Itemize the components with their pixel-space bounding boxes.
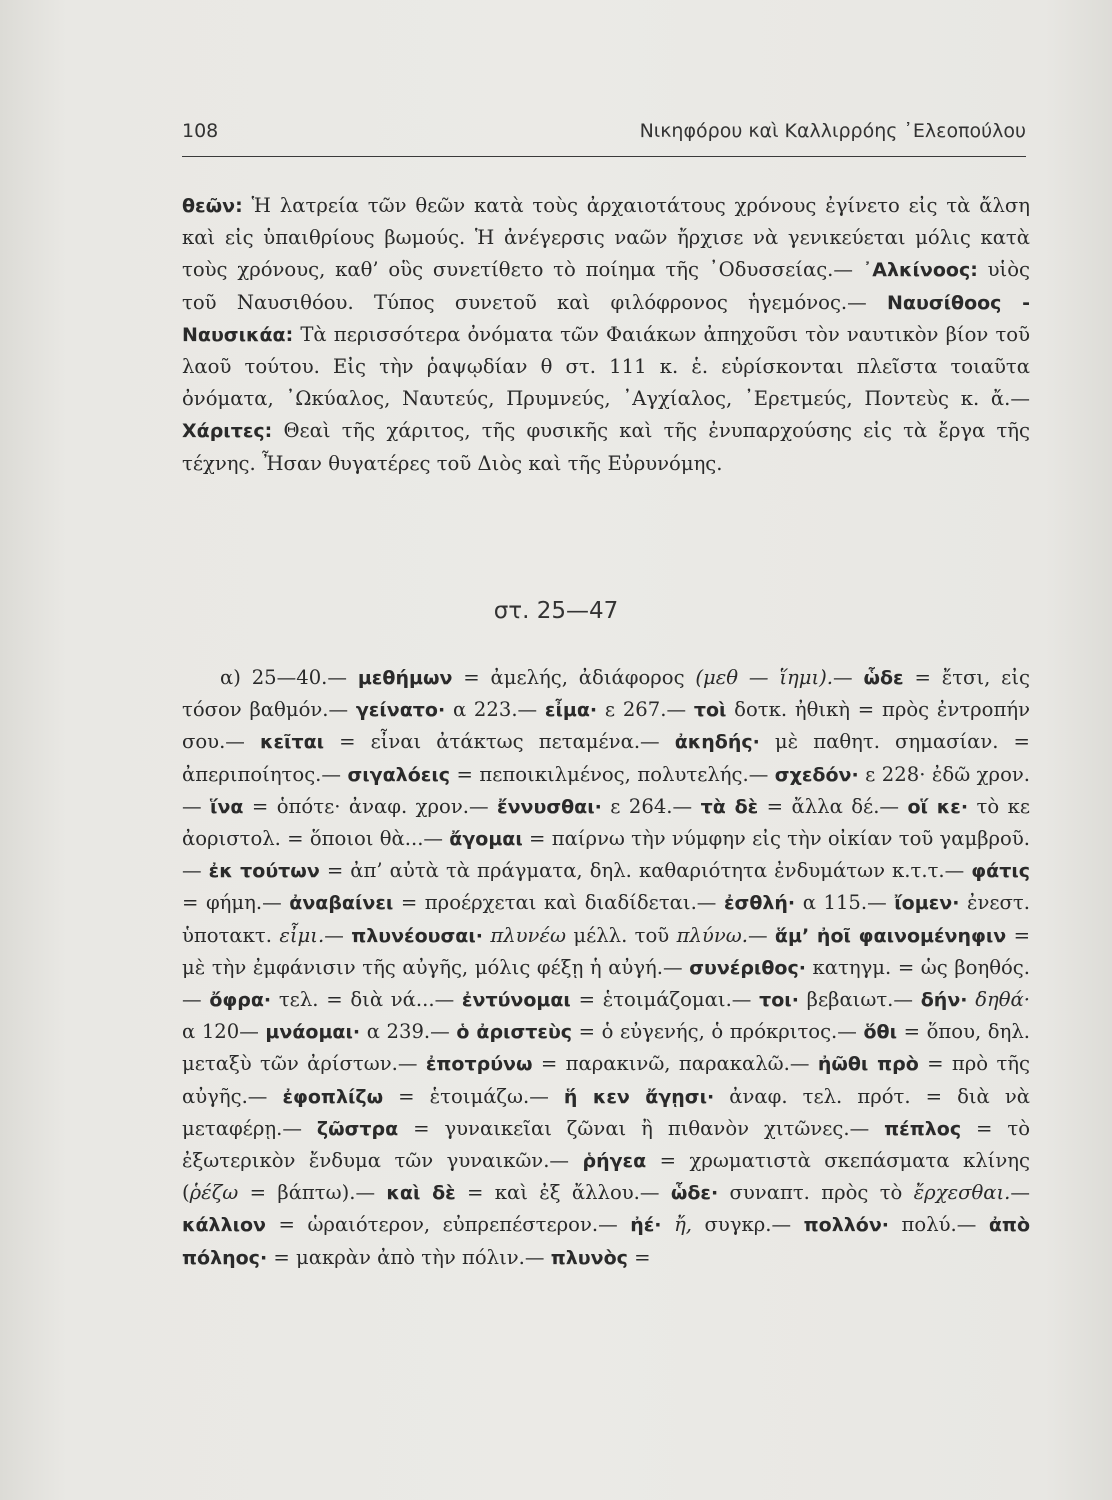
lemma: ὄφρα· [209,989,272,1012]
gloss: = ἑτοιμάζομαι.— [570,988,760,1012]
gloss: = βάπτω).— [238,1181,387,1205]
lemma: ἀναβαίνει [289,892,394,915]
lemma: ὧδε [863,667,904,689]
lemma: ἀπὸ πόληος· [182,1214,1030,1269]
lemma: κάλλιον [182,1214,266,1237]
lemma: συνέριθος· [689,956,806,979]
lemma: ῥήγεα [582,1150,647,1173]
lemma: πέπλος [884,1117,962,1140]
gloss: = ἄλλα δέ.— [758,794,908,818]
lemma: μνάομαι· [265,1021,361,1044]
gloss: α 223.— [445,698,545,722]
lemma: τοὶ [693,699,727,722]
gloss: = ἑτοιμάζω.— [383,1084,564,1108]
gloss: ἐνεστ. ὑποτακτ. [182,891,1031,947]
gloss: = ὅπου, δηλ. μεταξὺ τῶν ἀρίστων.— [182,1020,1030,1076]
lemma: σχεδόν· [774,763,859,786]
gloss: = ἔτσι, εἰς τόσον βαθμόν.— [182,666,1030,722]
lemma: πολλόν· [803,1214,889,1237]
running-header [182,120,1026,142]
gloss: α) 25—40.— [220,666,358,689]
lemma: θεῶν: [182,195,243,217]
lemma: εἶμα· [544,699,598,722]
italic-note: ἤ, [674,1213,693,1237]
gloss: — [324,923,352,947]
gloss: συναπτ. πρὸς τὸ [718,1181,914,1205]
lemma: Ναυσίθοος - Ναυσικάα: [182,291,1030,346]
gloss: κατηγμ. = ὡς βοηθός.— [182,955,1030,1012]
gloss: Τὰ περισσότερα ὀνόματα τῶν Φαιάκων ἀπηχοῦσι τὸν ναυτικὸν βίον τοῦ λαοῦ τούτου. Εἰς τὴν ῥαψῳδίαν θ στ. 111 κ. ἑ. εὑρίσκονται πλεῖστα τοιαῦτα ὀνόματα, ᾿Ωκύαλος, Ναυτεύς, Πρυμνεύς, ᾿Αγχίαλος, ᾿Ερετμεύς, Ποντεὺς κ. ἄ.— [182,322,1030,411]
gloss: = μὲ τὴν ἐμφάνισιν τῆς αὐγῆς, μόλις φέξῃ ἡ αὐγή.— [182,923,1031,979]
commentary-paragraph-2 [182,662,1030,1274]
lemma: τὰ δὲ [700,795,759,818]
lemma: ἐφοπλίζω [282,1085,384,1108]
lemma: σιγαλόεις [347,763,450,786]
gloss: ε 264.— [601,794,701,818]
gloss: = ὡραιότερον, εὐπρεπέστερον.— [266,1213,631,1237]
lemma: πλυνέουσαι· [351,924,483,947]
gloss: α 239.— [360,1020,457,1044]
gloss: = προέρχεται καὶ διαδίδεται.— [393,891,724,915]
gloss [662,1213,675,1236]
gloss: = ὁπότε· ἀναφ. χρον.— [243,794,498,818]
section-heading: στ. 25—47 [493,598,619,624]
gloss: συγκρ.— [692,1213,804,1237]
lemma: μεθήμων [357,667,453,689]
gloss: τὸ κε ἀοριστολ. = ὅποιοι θὰ...— [182,794,1030,851]
lemma: ὁ ἀριστεὺς [456,1021,573,1044]
italic-note: (μεθ — ἵημι). [695,666,834,689]
lemma: οἵ κε· [907,795,969,818]
running-title: Νικηφόρου καὶ Καλλιρρόης ᾿Ελεοπούλου [639,120,1026,142]
lemma: δήν· [920,989,968,1012]
lemma: ἐσθλή· [723,892,796,915]
lemma: ᾿Αλκίνοος: [862,259,978,282]
gloss: = καὶ ἐξ ἄλλου.— [455,1181,671,1205]
italic-note: δηθά· [975,988,1031,1012]
gloss: = ὁ εὐγενής, ὁ πρόκριτος.— [572,1020,864,1044]
gloss: = μακρὰν ἀπὸ τὴν πόλιν.— [267,1245,551,1269]
gloss: ε 267.— [597,698,694,722]
lemma: ἔννυσθαι· [497,795,602,818]
gloss: = [627,1245,651,1269]
italic-note: πλυνέω [490,923,566,947]
gloss: = πεποικιλμένος, πολυτελής.— [449,762,775,786]
lemma: ὅθι [863,1021,897,1044]
lemma: ἅμ’ ἠοῖ φαινομένηφιν [774,924,1007,947]
gloss: = εἶναι ἀτάκτως πεταμένα.— [324,730,675,754]
gloss: = γυναικεῖαι ζῶναι ἢ πιθανὸν χιτῶνες.— [398,1116,885,1140]
lemma: ἄγομαι [449,828,523,851]
gloss: βεβαιωτ.— [798,988,921,1012]
gloss: μέλλ. τοῦ [565,923,677,947]
gloss: μὲ παθητ. σημασίαν. = ἀπεριποίητος.— [182,730,1030,786]
lemma: ἐντύνομαι [461,989,571,1012]
lemma: ζῶστρα [316,1117,399,1140]
commentary-paragraph-1 [182,190,1030,480]
lemma: πλυνὸς [550,1246,628,1269]
lemma: ἵνα [210,795,244,818]
lemma: ἀκηδής· [674,731,760,754]
gloss: δοτκ. ἠθικὴ = πρὸς ἐντροπήν σου.— [182,698,1031,754]
gloss: = φήμη.— [182,891,290,915]
gloss: υἱὸς τοῦ Ναυσιθόου. Τύπος συνετοῦ καὶ φιλόφρονος ἡγεμόνος.— [182,258,1031,314]
gloss: = πρὸ τῆς αὐγῆς.— [182,1052,1031,1108]
lemma: τοι· [759,989,799,1012]
gloss: = ἀμελής, ἀδιάφορος [452,666,696,689]
lemma: ἐποτρύνω [425,1053,533,1076]
italic-note: εἶμι. [279,923,325,947]
gloss: — [747,923,775,947]
gloss: = παίρνω τὴν νύμφην εἰς τὴν οἰκίαν τοῦ γαμβροῦ.— [182,827,1030,883]
lemma: γείνατο· [355,699,446,722]
lemma: ἠῶθι πρὸ [817,1053,919,1076]
page-number: 108 [182,120,219,142]
gloss: = ἀπ’ αὐτὰ τὰ πράγματα, δηλ. καθαριότητα ἐνδυμάτων κ.τ.τ.— [319,859,972,883]
gloss: Θεαὶ τῆς χάριτος, τῆς φυσικῆς καὶ τῆς ἐνυπαρχούσης εἰς τὰ ἔργα τῆς τέχνης. Ἦσαν θυγατέρες τοῦ Διὸς καὶ τῆς Εὐρυνόμης. [182,419,1030,475]
gloss: = παρακινῶ, παρακαλῶ.— [532,1052,818,1076]
lemma: ἐκ τούτων [208,860,320,883]
lemma: ἠέ· [630,1214,662,1237]
lemma: ἥ κεν ἄγῃσι· [563,1085,715,1108]
italic-note: ἔρχεσθαι. [913,1181,1011,1205]
italic-note: πλύνω. [676,923,748,947]
lemma: ὧδε· [670,1182,719,1205]
gloss: — [1010,1181,1031,1205]
gloss: = τὸ ἐξωτερικὸν ἔνδυμα τῶν γυναικῶν.— [182,1116,1030,1173]
italic-note: ῥέζω [189,1181,239,1205]
gloss: Ἡ λατρεία τῶν θεῶν κατὰ τοὺς ἀρχαιοτάτους χρόνους ἐγίνετο εἰς τὰ ἄλση καὶ εἰς ὑπαιθρίους βωμούς. Ἡ ἀνέγερσις ναῶν ἤρχισε νὰ γενικεύεται μόλις κατὰ τοὺς χρόνους, καθ’ οὓς συνετίθετο τὸ ποίημα τῆς ᾿Οδυσσείας.— [182,194,1030,282]
gloss: = χρωματιστὰ σκεπάσματα κλίνης ( [182,1149,1030,1205]
gloss: ε 228· ἐδῶ χρον.— [182,762,1031,818]
lemma: φάτις [971,860,1031,883]
gloss: πολύ.— [889,1213,989,1237]
gloss: α 115.— [795,891,895,915]
lemma: κεῖται [259,731,325,754]
gloss: τελ. = διὰ νά...— [271,988,462,1012]
header-rule [182,156,1026,157]
lemma: ἴομεν· [894,892,960,915]
lemma: Χάριτες: [182,420,273,443]
gloss: α 120— [182,1020,266,1044]
gloss: — [833,666,864,689]
gloss: ἀναφ. τελ. πρότ. = διὰ νὰ μεταφέρῃ.— [182,1084,1030,1140]
lemma: καὶ δὲ [386,1182,456,1205]
